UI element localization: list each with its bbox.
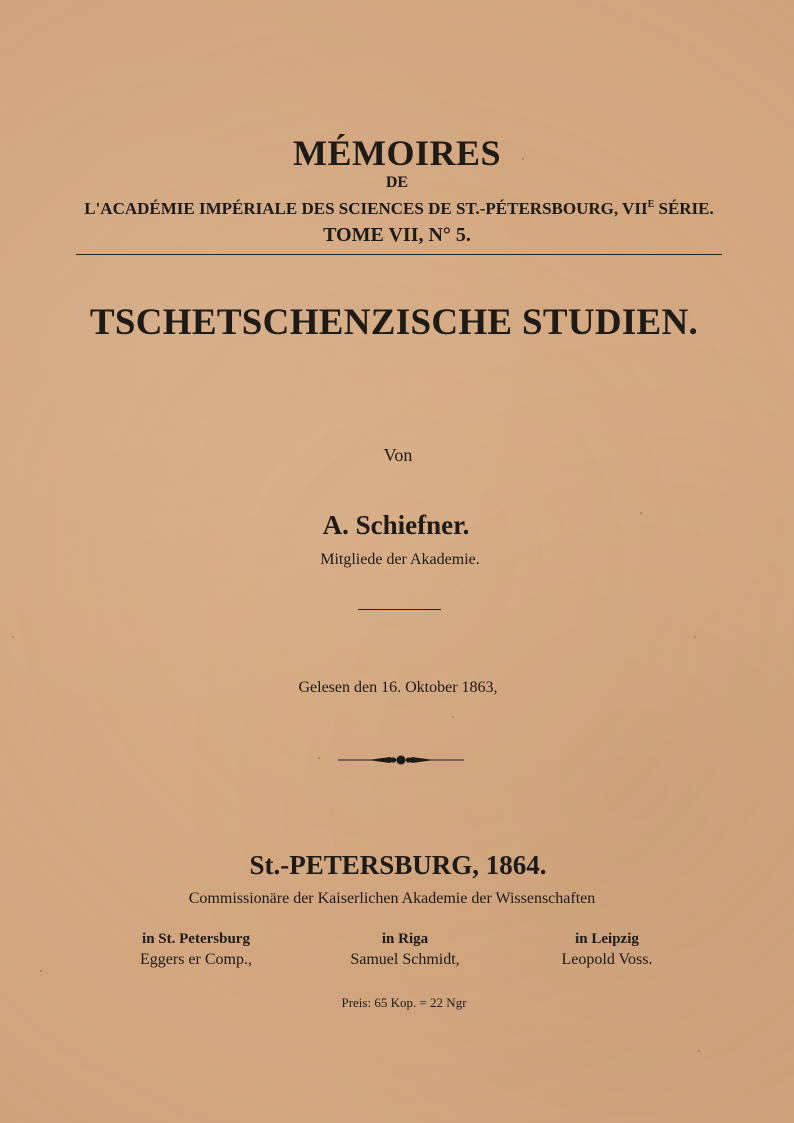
paper-speck bbox=[452, 716, 454, 718]
seller-name: Samuel Schmidt, bbox=[350, 951, 460, 968]
academy-name: L'ACADÉMIE IMPÉRIALE DES SCIENCES DE ST.-PÉTERSBOURG, VII bbox=[84, 199, 648, 218]
paper-speck bbox=[318, 757, 320, 759]
read-date: Gelesen den 16. Oktober 1863, bbox=[298, 679, 498, 696]
series-connector: DE bbox=[385, 174, 409, 191]
seller-name: Leopold Voss. bbox=[561, 951, 653, 968]
series-title: MÉMOIRES bbox=[292, 133, 501, 173]
seller-place: in Leipzig bbox=[575, 931, 639, 947]
seller-name: Eggers er Comp., bbox=[140, 951, 252, 968]
paper-speck bbox=[640, 512, 642, 514]
seller-riga bbox=[295, 929, 515, 970]
header-rule bbox=[76, 254, 722, 255]
byline-von: Von bbox=[383, 445, 413, 465]
work-title: TSCHETSCHENZISCHE STUDIEN. bbox=[89, 302, 699, 343]
seller-place: in St. Petersburg bbox=[142, 931, 250, 947]
paper-speck bbox=[522, 158, 524, 160]
series-suffix: SÉRIE. bbox=[654, 199, 714, 218]
seller-place: in Riga bbox=[381, 931, 429, 947]
imprint-city-year: St.-PETERSBURG, 1864. bbox=[249, 850, 547, 880]
author-name: A. Schiefner. bbox=[322, 510, 470, 540]
seller-st-petersburg bbox=[86, 929, 306, 970]
series-superscript: E bbox=[647, 199, 655, 210]
author-role: Mitgliede der Akademie. bbox=[320, 551, 480, 568]
price-line: Preis: 65 Kop. = 22 Ngr bbox=[341, 995, 467, 1010]
divider-rule bbox=[358, 609, 441, 610]
academy-line bbox=[0, 199, 794, 219]
ornament-divider bbox=[338, 752, 464, 768]
paper-speck bbox=[694, 636, 696, 638]
paper-speck bbox=[12, 636, 14, 638]
volume-number: TOME VII, N° 5. bbox=[323, 224, 471, 246]
paper-speck bbox=[698, 1050, 700, 1052]
paper-speck bbox=[40, 970, 42, 972]
commission-line: Commissionäre der Kaiserlichen Akademie der Wissenschaften bbox=[188, 890, 596, 907]
seller-leipzig bbox=[497, 929, 717, 970]
